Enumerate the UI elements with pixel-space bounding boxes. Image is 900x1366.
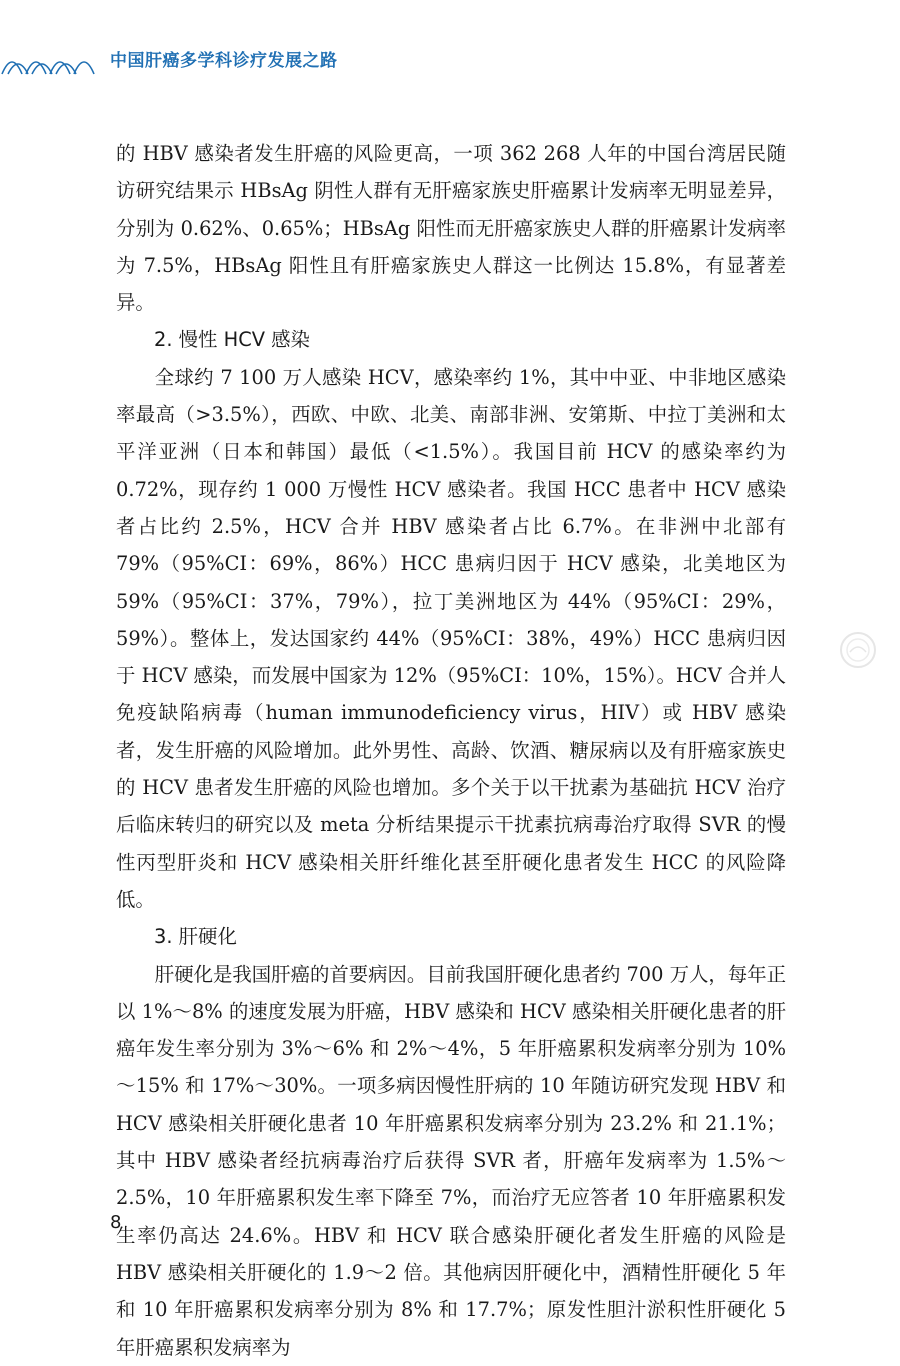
section-heading-cirrhosis: 3. 肝硬化 [154,925,237,949]
paragraph-hbv-family-history: 的 HBV 感染者发生肝癌的风险更高，一项 362 268 人年的中国台湾居民随访研究结果示 HBsAg 阴性人群有无肝癌家族史肝癌累计发病率无明显差异，分别为 0.62%、0.65%；HBsAg 阳性而无肝癌家族史人群的肝癌累计发病率为 7.5%，HBsAg 阳性且有肝癌家族史人群这一比例达 15.8%，有显著差异。 [116,142,786,315]
page-number: 8 [110,1212,122,1233]
watermark-logo-icon [838,630,878,670]
header-wave-decoration [0,44,100,78]
running-header-title: 中国肝癌多学科诊疗发展之路 [110,51,338,71]
paragraph-hcv-infection: 全球约 7 100 万人感染 HCV，感染率约 1%，其中中亚、中非地区感染率最高（>3.5%），西欧、中欧、北美、南部非洲、安第斯、中拉丁美洲和太平洋亚洲（日本和韩国）最低（<1.5%）。我国目前 HCV 的感染率约为 0.72%，现存约 1 000 万慢性 HCV 感染者。我国 HCC 患者中 HCV 感染者占比约 2.5%，HCV 合并 HBV 感染者占比 6.7%。在非洲中北部有 79%（95%CI：69%，86%）HCC 患病归因于 HCV 感染，北美地区为 59%（95%CI：37%，79%），拉丁美洲地区为 44%（95%CI：29%，59%）。整体上，发达国家约 44%（95%CI：38%，49%）HCC 患病归因于 HCV 感染，而发展中国家为 12%（95%CI：10%，15%）。HCV 合并人免疫缺陷病毒（human immunodeficiency virus，HIV）或 HBV 感染者，发生肝癌的风险增加。此外男性、高龄、饮酒、糖尿病以及有肝癌家族史的 HCV 患者发生肝癌的风险也增加。多个关于以干扰素为基础抗 HCV 治疗后临床转归的研究以及 meta 分析结果提示干扰素抗病毒治疗取得 SVR 的慢性丙型肝炎和 HCV 感染相关肝纤维化甚至肝硬化患者发生 HCC 的风险降低。 [116,365,786,911]
section-heading-chronic-hcv: 2. 慢性 HCV 感染 [154,328,310,352]
page-body [116,135,786,1366]
paragraph-cirrhosis: 肝硬化是我国肝癌的首要病因。目前我国肝硬化患者约 700 万人，每年正以 1%～8% 的速度发展为肝癌，HBV 感染和 HCV 感染相关肝硬化患者的肝癌年发生率分别为 3%～6% 和 2%～4%，5 年肝癌累积发病率分别为 10%～15% 和 17%～30%。一项多病因慢性肝病的 10 年随访研究发现 HBV 和 HCV 感染相关肝硬化患者 10 年肝癌累积发病率分别为 23.2% 和 21.1%；其中 HBV 感染者经抗病毒治疗后获得 SVR 者，肝癌年发病率为 1.5%～2.5%，10 年肝癌累积发生率下降至 7%，而治疗无应答者 10 年肝癌累积发生率仍高达 24.6%。HBV 和 HCV 联合感染肝硬化者发生肝癌的风险是 HBV 感染相关肝硬化的 1.9～2 倍。其他病因肝硬化中，酒精性肝硬化 5 年和 10 年肝癌累积发病率分别为 8% 和 17.7%；原发性胆汁淤积性肝硬化 5 年肝癌累积发病率为 [116,962,786,1359]
